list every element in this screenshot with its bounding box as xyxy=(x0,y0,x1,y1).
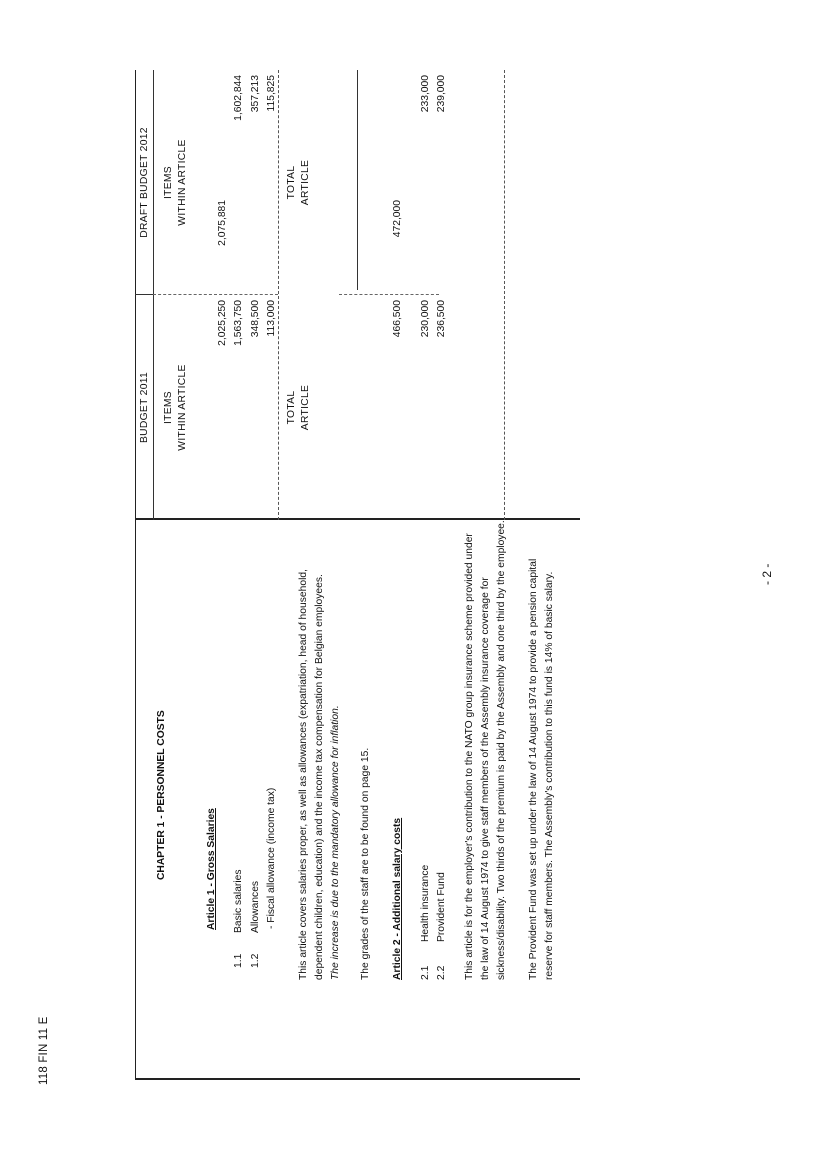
article2-note2-line1: The Provident Fund was set up under the law of 14 August 1974 to provide a pension capital xyxy=(528,558,539,980)
budget-table xyxy=(135,70,580,1080)
article1-item2-2011: 348,500 xyxy=(250,300,261,338)
article1-item1-label: Basic salaries xyxy=(233,869,244,933)
header-rule xyxy=(153,70,154,520)
article2-item1-code: 2.1 xyxy=(420,965,431,980)
article2-note2-line2: reserve for staff members. The Assembly's contribution to this fund is 14% of basic salary. xyxy=(544,571,555,980)
header-total-2011-line1: TOTAL xyxy=(286,390,297,425)
article1-item1-2012: 1,602,844 xyxy=(233,75,244,121)
article1-note-line1: This article covers salaries proper, as well as allowances (expatriation, head of household, xyxy=(298,569,309,980)
article2-item2-code: 2.2 xyxy=(436,965,447,980)
article1-item3-2012: 115,825 xyxy=(266,75,277,112)
header-items-2011-line2: WITHIN ARTICLE xyxy=(177,364,188,451)
article2-title: Article 2 - Additional salary costs xyxy=(392,817,403,980)
article1-item1-code: 1.1 xyxy=(233,953,244,968)
article1-total-2012: 2,075,881 xyxy=(217,200,228,246)
document-reference: 118 FIN 11 E xyxy=(38,1016,50,1085)
article2-item2-2011: 236,500 xyxy=(436,300,447,338)
article1-grades-note: The grades of the staff are to be found on page 15. xyxy=(360,747,371,980)
article2-item2-2012: 239,000 xyxy=(436,75,447,113)
article2-item1-2011: 230,000 xyxy=(420,300,431,338)
article1-note-italic: The increase is due to the mandatory allowance for inflation. xyxy=(330,705,341,980)
header-items-2011-line1: ITEMS xyxy=(163,391,174,424)
article2-total-2012: 472,000 xyxy=(392,200,403,238)
article1-item2-2012: 357,213 xyxy=(250,75,261,113)
article2-item2-label: Provident Fund xyxy=(436,872,447,942)
article2-note1-line3: sickness/disability. Two thirds of the premium is paid by the Assembly and one third by the employee. xyxy=(496,520,507,980)
article1-title: Article 1 - Gross Salaries xyxy=(206,808,217,930)
article2-note1-line2: the law of 14 August 1974 to give staff members of the Assembly insurance coverage for xyxy=(480,577,491,980)
header-draft-budget-2012: DRAFT BUDGET 2012 xyxy=(139,127,150,238)
header-total-2011-line2: ARTICLE xyxy=(300,384,311,431)
article1-item2-label: Allowances xyxy=(250,880,261,933)
header-items-2012-line2: WITHIN ARTICLE xyxy=(177,139,188,226)
column-separator-2012 xyxy=(504,70,505,520)
header-dashed-divider-2012 xyxy=(339,294,439,295)
article2-note1-line1: This article is for the employer's contribution to the NATO group insurance scheme provided under xyxy=(464,533,475,980)
article1-item1-2011: 1,563,750 xyxy=(233,300,244,346)
article2-item1-2012: 233,000 xyxy=(420,75,431,113)
header-items-2012-line1: ITEMS xyxy=(163,166,174,199)
article2-total-2011: 466,500 xyxy=(392,300,403,338)
article1-note-line2: dependent children, education) and the income tax compensation for Belgian employees. xyxy=(314,574,325,980)
page-number: - 2 - xyxy=(760,563,774,585)
article1-total-2011: 2,025,250 xyxy=(217,300,228,346)
article1-item3-2011: 113,000 xyxy=(266,300,277,337)
table-left-border xyxy=(135,1079,580,1081)
table-top-border xyxy=(135,70,136,1080)
article1-item3-label: - Fiscal allowance (income tax) xyxy=(266,787,277,929)
chapter-title: CHAPTER 1 - PERSONNEL COSTS xyxy=(156,710,167,880)
article2-item1-label: Health insurance xyxy=(420,864,431,942)
header-total-2012-line1: TOTAL xyxy=(286,165,297,200)
header-budget-2011: BUDGET 2011 xyxy=(139,371,150,444)
column-rule-2011-total xyxy=(357,70,358,290)
article1-item2-code: 1.2 xyxy=(250,953,261,968)
table-column-divider xyxy=(135,519,580,521)
header-total-2012-line2: ARTICLE xyxy=(300,159,311,206)
